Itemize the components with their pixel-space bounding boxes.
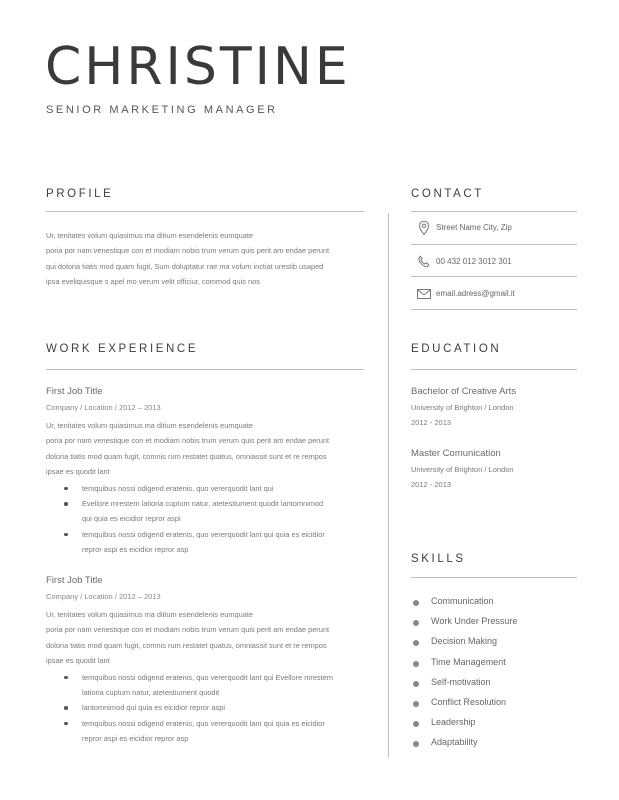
- skill-label: Conflict Resolution: [431, 697, 507, 707]
- location-pin-icon: [416, 220, 432, 236]
- job-bullets: [46, 481, 376, 558]
- job-description-line: ipsae es quodit lant: [46, 467, 110, 477]
- profile-text: [46, 228, 329, 290]
- job-description: [46, 607, 376, 669]
- contact-phone: [414, 248, 577, 278]
- email-text[interactable]: email.adress@gmail.it: [436, 289, 515, 298]
- job-meta: Company / Location / 2012 – 2013: [46, 403, 161, 412]
- phone-text: 00 432 012 3012 301: [436, 257, 512, 266]
- education-years: 2012 - 2013: [411, 418, 452, 427]
- job-description-line: poria por nam venestique con et modiam nobis trum verum quis perit am endae perunt: [46, 436, 330, 446]
- bullet-text: repror aspi es eicidior repror asp: [82, 545, 189, 555]
- contact-divider: [411, 211, 577, 212]
- profile-line: qui doloria tiatis mod quam fugit, Sum doluptatur rae ma volum inctiat urestib usaped: [46, 261, 324, 271]
- skill-label: Time Management: [431, 657, 506, 667]
- contact-item-divider: [411, 276, 577, 277]
- bullet-item: [46, 716, 376, 747]
- bullet-text: lantomnimod qui quia es eicidior repror aspi: [82, 703, 225, 713]
- bullet-item: [46, 481, 376, 496]
- skill-label: Adaptability: [431, 737, 478, 747]
- bullet-item: [46, 527, 376, 558]
- bullet-dot-icon: [64, 722, 68, 726]
- skill-bullet-icon: [413, 681, 419, 687]
- skills-heading: SKILLS: [411, 553, 466, 565]
- bullet-item: [46, 670, 376, 701]
- profile-divider: [46, 211, 364, 212]
- job-description-line: poria por nam venestique con et modiam nobis trum verum quis perit am endae perunt: [46, 625, 330, 635]
- work-divider: [46, 369, 364, 370]
- skill-bullet-icon: [413, 721, 419, 727]
- skill-label: Leadership: [431, 717, 476, 727]
- skill-bullet-icon: [413, 661, 419, 667]
- candidate-name: CHRISTINE: [45, 37, 351, 97]
- bullet-dot-icon: [64, 676, 68, 680]
- profile-heading: PROFILE: [46, 188, 114, 200]
- profile-line: Ur, tenitates volum quiasimus ma ditium esendelenis eumquate: [46, 231, 254, 240]
- bullet-text: temquibus nossi odigend eratenis, quo vererquodit lant qui quia es eicidior: [82, 529, 325, 539]
- job-bullets: [46, 670, 376, 747]
- address-text: Street Name City, Zip: [436, 223, 512, 232]
- education-divider: [411, 369, 577, 370]
- degree-title: Master Comunication: [411, 448, 501, 459]
- bullet-text: qui quia es eicidior repror aspi: [82, 514, 181, 524]
- skill-label: Decision Making: [431, 636, 498, 646]
- profile-line: ipsa eveliquisque s apel mo verum velit officiur, commod quis nos: [46, 277, 260, 287]
- job-meta: Company / Location / 2012 – 2013: [46, 592, 161, 601]
- skills-divider: [411, 577, 577, 578]
- column-divider: [388, 213, 389, 758]
- contact-item-divider: [411, 309, 577, 310]
- education-entry: [411, 448, 577, 492]
- school-name: University of Brighton / London: [411, 403, 514, 412]
- skill-bullet-icon: [413, 701, 419, 707]
- contact-item-divider: [411, 244, 577, 245]
- contact-email: [414, 280, 577, 310]
- job-description-line: ipsae es quodit lant: [46, 656, 110, 666]
- job-description-line: doloria tiatis mod quam fugit, comnis rum restatet quatus, omniassit sunt et re rempos: [46, 640, 327, 650]
- bullet-text: latioria cuptum natur, atetestiument quodit: [82, 688, 220, 698]
- skill-label: Work Under Pressure: [431, 616, 518, 626]
- bullet-text: temquibus nossi odigend eratenis, quo vererquodit lant qui Evellore mrestem: [82, 672, 334, 682]
- bullet-item: [46, 496, 376, 527]
- bullet-dot-icon: [64, 533, 68, 537]
- job-entry: [46, 575, 376, 747]
- skill-bullet-icon: [413, 741, 419, 747]
- skill-label: Self-motivation: [431, 677, 491, 687]
- job-role: SENIOR MARKETING MANAGER: [46, 104, 278, 116]
- work-experience-heading: WORK EXPERIENCE: [46, 343, 199, 355]
- school-name: University of Brighton / London: [411, 465, 514, 474]
- job-entry: [46, 386, 376, 558]
- bullet-text: Evellore mrestem latioria cuptum natur, atetestiument quodit lantomnimod: [82, 499, 324, 509]
- bullet-item: [46, 700, 376, 715]
- bullet-text: repror aspi es eicidior repror asp: [82, 734, 189, 744]
- envelope-icon: [416, 286, 432, 302]
- skill-bullet-icon: [413, 620, 419, 626]
- job-title: First Job Title: [46, 575, 103, 586]
- job-description-line: Ur, tenitates volum quiasimus ma ditium esendelenis eumquate: [46, 421, 254, 430]
- bullet-dot-icon: [64, 706, 68, 710]
- education-years: 2012 - 2013: [411, 480, 452, 489]
- skill-bullet-icon: [413, 640, 419, 646]
- degree-title: Bachelor of Creative Arts: [411, 386, 517, 397]
- bullet-dot-icon: [64, 487, 68, 491]
- bullet-text: temquibus nossi odigend eratenis, quo vererquodit lant qui: [82, 483, 274, 493]
- job-description-line: Ur, tenitates volum quiasimus ma ditium esendelenis eumquate: [46, 610, 254, 619]
- skill-bullet-icon: [413, 600, 419, 606]
- phone-icon: [416, 254, 432, 270]
- job-description: [46, 418, 376, 480]
- job-description-line: doloria tiatis mod quam fugit, comnis rum restatet quatus, omniassit sunt et re rempos: [46, 451, 327, 461]
- profile-line: poria por nam venestique con et modiam nobis trum verum quis perit am endae perunt: [46, 246, 330, 256]
- education-heading: EDUCATION: [411, 343, 502, 355]
- education-entry: [411, 386, 577, 430]
- contact-address: [414, 214, 577, 244]
- bullet-text: temquibus nossi odigend eratenis, quo vererquodit lant qui quia es eicidior: [82, 718, 325, 728]
- bullet-dot-icon: [64, 502, 68, 506]
- contact-heading: CONTACT: [411, 188, 484, 200]
- job-title: First Job Title: [46, 386, 103, 397]
- skill-label: Communication: [431, 596, 494, 606]
